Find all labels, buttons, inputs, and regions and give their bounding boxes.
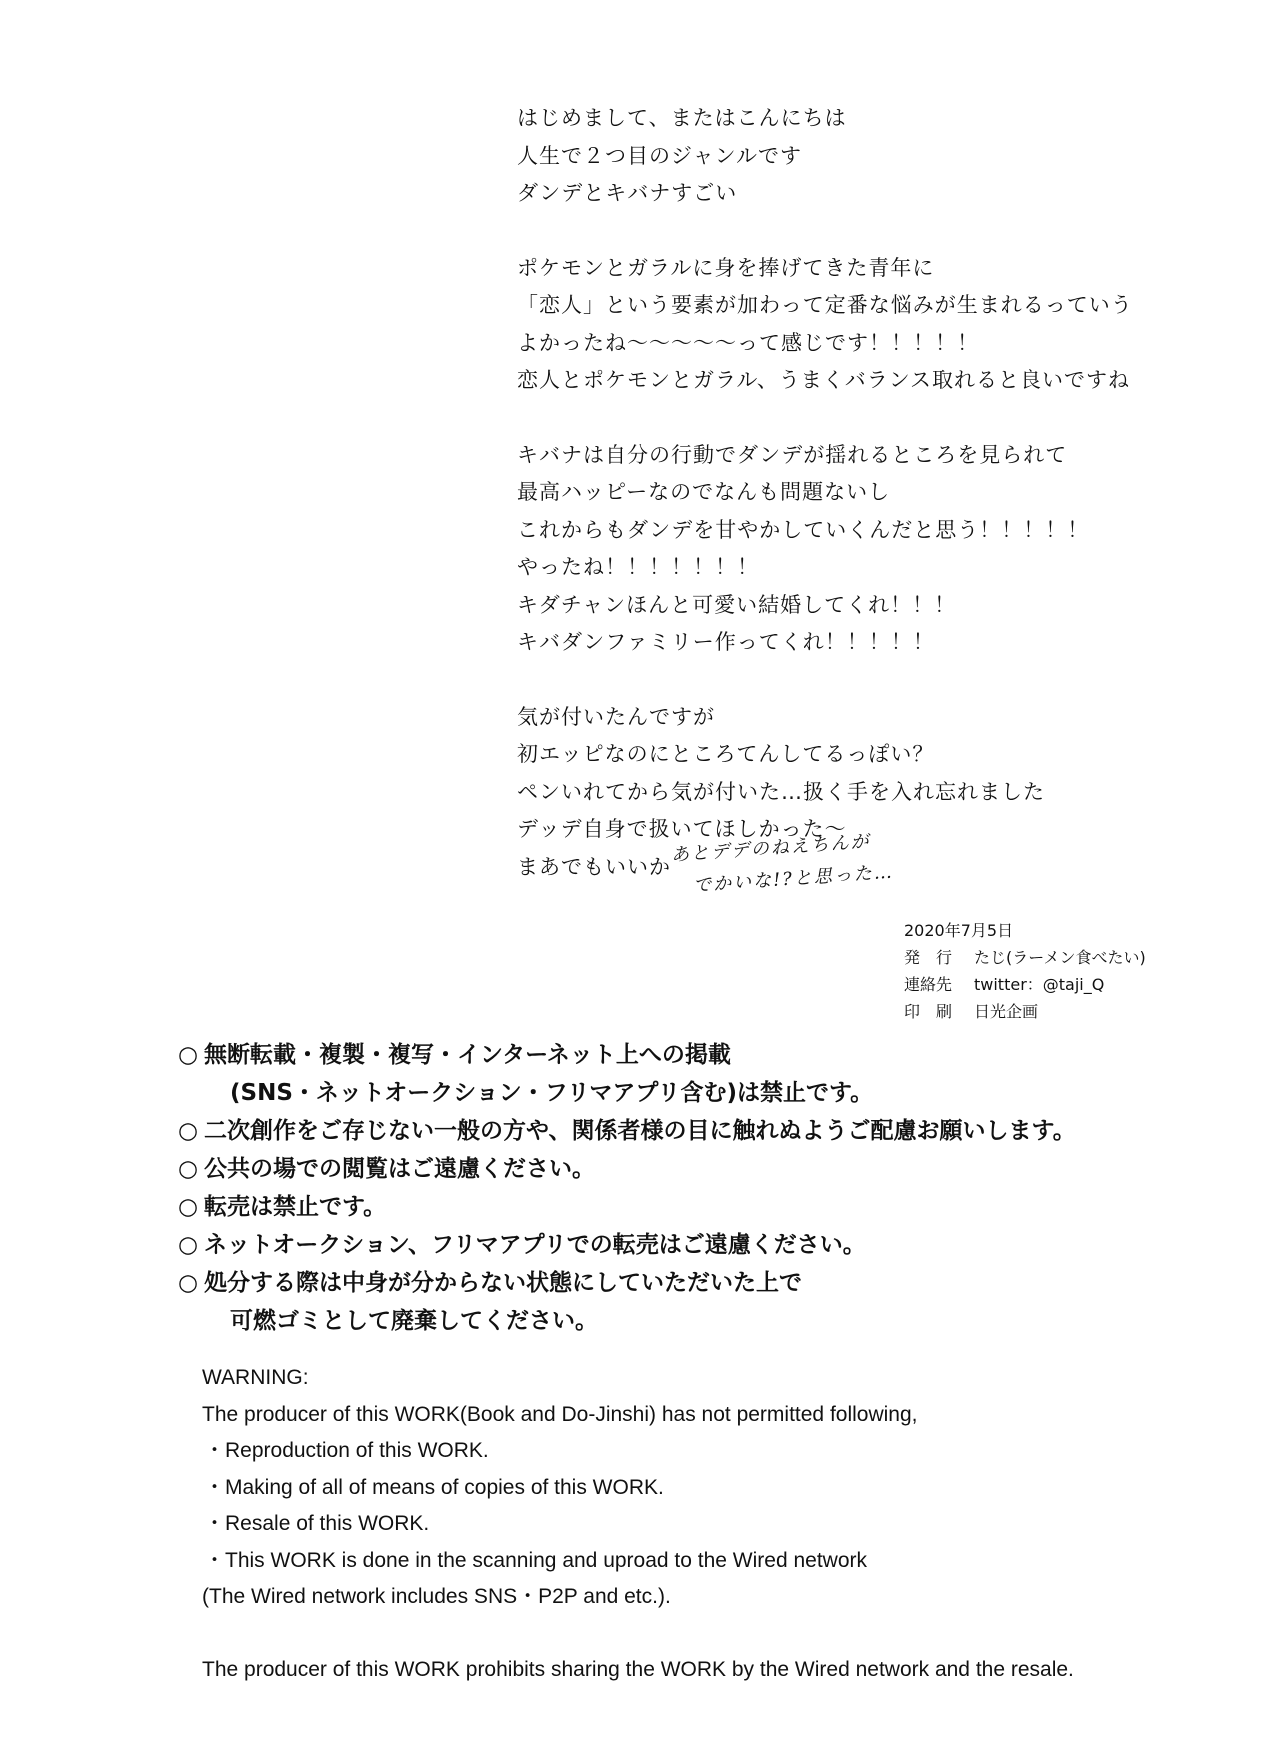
circle-bullet-icon: ○ [178, 1270, 199, 1296]
warning-heading: WARNING: [202, 1366, 309, 1389]
warning-note: (The Wired network includes SNS・P2P and etc.). [202, 1585, 671, 1608]
circle-bullet-icon: ○ [178, 1232, 199, 1258]
notice-text: 可燃ゴミとして廃棄してください。 [230, 1308, 598, 1334]
afterword-line: はじめまして、またはこんにちは [517, 106, 847, 130]
afterword-line: キバダンファミリー作ってくれ！！！！！ [517, 630, 935, 654]
afterword-line: 初エッピなのにところてんしてるっぽい？ [517, 742, 935, 766]
afterword-line: デッデ自身で扱いてほしかった〜 [517, 817, 847, 841]
warning-bullet: ・Reproduction of this WORK. [204, 1439, 489, 1462]
colophon-contact-label: 連絡先 [904, 975, 953, 994]
warning-closing: The producer of this WORK prohibits sharing the WORK by the Wired network and the resale. [202, 1657, 1074, 1681]
notice-list [178, 1036, 1268, 1340]
warning-intro: The producer of this WORK(Book and Do-Jinshi) has not permitted following, [202, 1402, 918, 1426]
afterword-paragraph [517, 437, 1257, 662]
colophon-publisher: たじ(ラーメン食べたい) [974, 948, 1146, 967]
circle-bullet-icon: ○ [178, 1042, 199, 1068]
afterword-line: 「恋人」という要素が加わって定番な悩みが生まれるっていう [517, 293, 1133, 317]
circle-bullet-icon: ○ [178, 1118, 199, 1144]
colophon-printer-label: 印 刷 [904, 1002, 953, 1021]
colophon-publisher-label: 発 行 [904, 948, 953, 967]
notice-item [178, 1264, 1268, 1340]
notice-text: ネットオークション、フリマアプリでの転売はご遠慮ください。 [204, 1232, 866, 1258]
notice-item [178, 1150, 1268, 1188]
circle-bullet-icon: ○ [178, 1156, 199, 1182]
notice-item [178, 1112, 1268, 1150]
warning-bullet: ・This WORK is done in the scanning and uproad to the Wired network [204, 1548, 867, 1572]
warning-bullet: ・Resale of this WORK. [204, 1512, 430, 1535]
notice-text: 無断転載・複製・複写・インターネット上への掲載 [204, 1042, 731, 1068]
notice-text: 処分する際は中身が分からない状態にしていただいた上で [204, 1270, 802, 1296]
notice-item [178, 1226, 1268, 1264]
afterword-line: 最高ハッピーなのでなんも問題ないし [517, 480, 891, 504]
colophon-contact-row [904, 971, 1146, 998]
afterword-line: これからもダンデを甘やかしていくんだと思う！！！！！ [517, 517, 1090, 542]
notice-text: 転売は禁止です。 [204, 1194, 387, 1220]
afterword-line: ダンデとキバナすごい [517, 181, 738, 205]
notice-text: 公共の場での閲覧はご遠慮ください。 [204, 1156, 595, 1182]
afterword-line: ポケモンとガラルに身を捧げてきた青年に [517, 255, 935, 280]
afterword-line: 気が付いたんですが [517, 704, 715, 729]
warning-block [202, 1360, 1252, 1688]
handwritten-note-line: あとデデのねえちんが [670, 831, 872, 866]
colophon-printer: 日光企画 [974, 1002, 1039, 1021]
afterword-line: 人生で２つ目のジャンルです [517, 143, 803, 168]
afterword-line: ペンいれてから気が付いた…扱く手を入れ忘れました [517, 779, 1045, 804]
afterword-line: よかったね〜〜〜〜〜って感じです！！！！！ [517, 330, 979, 355]
notice-item [178, 1036, 1268, 1112]
colophon [904, 917, 1146, 1025]
afterword-paragraph [517, 100, 1257, 213]
afterword-line: キダチャンほんと可愛い結婚してくれ！！！ [517, 592, 957, 617]
afterword-paragraph [517, 250, 1257, 400]
afterword-line: 恋人とポケモンとガラル、うまくバランス取れると良いですね [517, 368, 1131, 392]
colophon-contact: twitter：@taji_Q [974, 975, 1105, 994]
colophon-publisher-row [904, 944, 1146, 971]
colophon-date: 2020年7月5日 [904, 921, 1014, 940]
afterword-line: キバナは自分の行動でダンデが揺れるところを見られて [517, 442, 1068, 467]
afterword-line: まあでもいいか [517, 854, 671, 879]
warning-bullet: ・Making of all of means of copies of this WORK. [204, 1475, 664, 1499]
colophon-printer-row [904, 998, 1146, 1025]
notice-item [178, 1188, 1268, 1226]
afterword-line: やったね！！！！！！！ [517, 555, 759, 579]
notice-text: (SNS・ネットオークション・フリマアプリ含む)は禁止です。 [230, 1080, 874, 1106]
handwritten-note-line: でかいな!?と思った… [692, 861, 895, 897]
afterword [517, 100, 1257, 886]
notice-text: 二次創作をご存じない一般の方や、関係者様の目に触れぬようご配慮お願いします。 [204, 1118, 1076, 1144]
circle-bullet-icon: ○ [178, 1194, 199, 1220]
